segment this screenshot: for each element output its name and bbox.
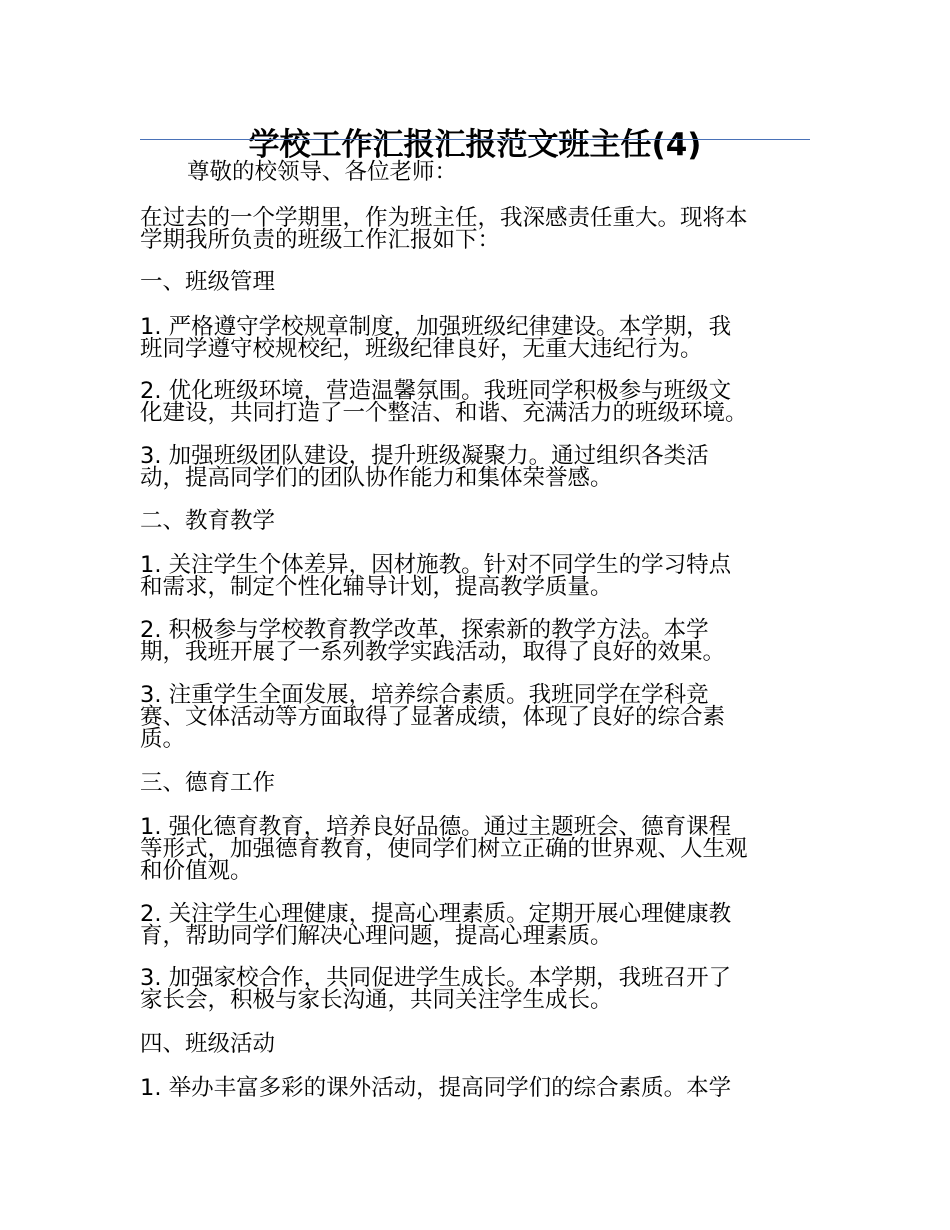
list-item-line: 3. 注重学生全面发展，培养综合素质。我班同学在学科竞 xyxy=(140,682,709,708)
intro-line-2: 学期我所负责的班级工作汇报如下： xyxy=(140,227,501,253)
list-item-line: 化建设，共同打造了一个整洁、和谐、充满活力的班级环境。 xyxy=(140,400,748,426)
list-item-line: 期，我班开展了一系列教学实践活动，取得了良好的效果。 xyxy=(140,639,726,665)
salutation: 尊敬的校领导、各位老师： xyxy=(187,159,458,185)
list-item-line: 3. 加强班级团队建设，提升班级凝聚力。通过组织各类活 xyxy=(140,443,709,469)
document-title: 学校工作汇报汇报范文班主任(4) xyxy=(248,126,702,163)
list-item xyxy=(140,1077,815,1099)
section-heading-moral-education: 三、德育工作 xyxy=(140,770,276,796)
intro-paragraph xyxy=(140,207,815,251)
list-item-line: 1. 关注学生个体差异，因材施教。针对不同学生的学习特点 xyxy=(140,552,732,578)
list-item xyxy=(140,316,815,360)
list-item xyxy=(140,816,815,882)
list-item-line: 动，提高同学们的团队协作能力和集体荣誉感。 xyxy=(140,465,613,491)
list-item-line: 育，帮助同学们解决心理问题，提高心理素质。 xyxy=(140,923,613,949)
list-item-line: 3. 加强家校合作，共同促进学生成长。本学期，我班召开了 xyxy=(140,965,732,991)
section-heading-class-activities: 四、班级活动 xyxy=(140,1031,276,1057)
list-item-line: 2. 积极参与学校教育教学改革，探索新的教学方法。本学 xyxy=(140,617,709,643)
list-item-line: 质。 xyxy=(140,726,186,752)
list-item-line: 家长会，积极与家长沟通，共同关注学生成长。 xyxy=(140,987,613,1013)
title-underline xyxy=(140,139,810,140)
list-item xyxy=(140,903,815,947)
list-item-line: 班同学遵守校规校纪，班级纪律良好，无重大违纪行为。 xyxy=(140,336,703,362)
section-heading-class-management: 一、班级管理 xyxy=(140,269,276,295)
list-item-line: 赛、文体活动等方面取得了显著成绩，体现了良好的综合素 xyxy=(140,704,726,730)
list-item-line: 1. 举办丰富多彩的课外活动，提高同学们的综合素质。本学 xyxy=(140,1075,732,1101)
list-item xyxy=(140,684,815,750)
list-item-line: 2. 优化班级环境，营造温馨氛围。我班同学积极参与班级文 xyxy=(140,378,732,404)
list-item xyxy=(140,445,815,489)
section-heading-teaching: 二、教育教学 xyxy=(140,508,276,534)
list-item-line: 等形式，加强德育教育，使同学们树立正确的世界观、人生观 xyxy=(140,836,748,862)
list-item xyxy=(140,554,815,598)
list-item xyxy=(140,380,815,424)
list-item-line: 2. 关注学生心理健康，提高心理素质。定期开展心理健康教 xyxy=(140,901,732,927)
list-item xyxy=(140,967,815,1011)
intro-line-1: 在过去的一个学期里，作为班主任，我深感责任重大。现将本 xyxy=(140,205,748,231)
list-item-line: 1. 严格遵守学校规章制度，加强班级纪律建设。本学期，我 xyxy=(140,314,732,340)
list-item-line: 和价值观。 xyxy=(140,858,253,884)
list-item-line: 1. 强化德育教育，培养良好品德。通过主题班会、德育课程 xyxy=(140,814,732,840)
list-item-line: 和需求，制定个性化辅导计划，提高教学质量。 xyxy=(140,574,613,600)
list-item xyxy=(140,619,815,663)
